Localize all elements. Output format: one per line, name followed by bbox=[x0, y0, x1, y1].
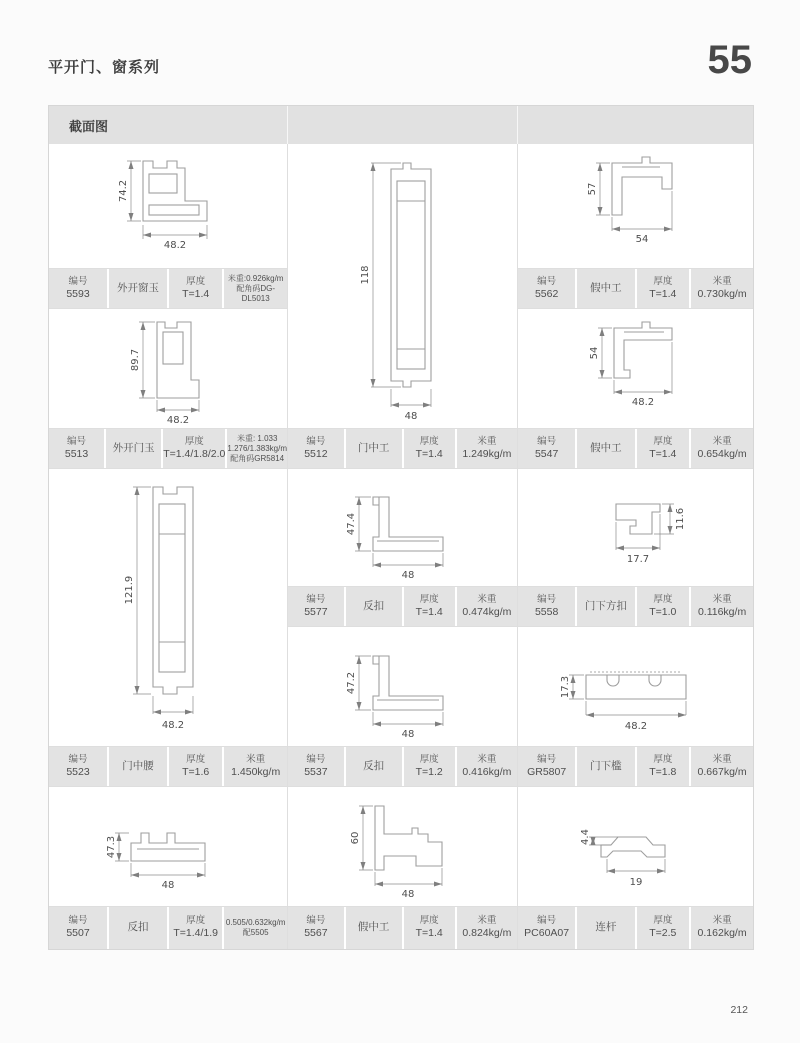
weight-cell: 米重 0.474kg/m bbox=[457, 587, 517, 626]
section-cell-5513 bbox=[49, 309, 288, 429]
thickness-cell: 厚度 T=1.4/1.8/2.0 bbox=[163, 429, 225, 468]
section-cell-GR5807 bbox=[518, 627, 753, 747]
section-table bbox=[48, 105, 754, 950]
dim-height-label: 47.3 bbox=[106, 835, 117, 858]
footer-page-number: 212 bbox=[730, 1004, 748, 1016]
table-header-cell bbox=[49, 106, 288, 144]
dim-height-label: 11.6 bbox=[674, 507, 686, 530]
section-drawing-5537 bbox=[313, 632, 493, 742]
name-cell: 门中工 bbox=[346, 429, 402, 468]
code-cell: 编号 5577 bbox=[288, 587, 344, 626]
dim-width-label: 17.7 bbox=[626, 553, 649, 565]
weight-cell: 米重 0.416kg/m bbox=[457, 747, 517, 786]
info-row-5507 bbox=[49, 907, 288, 949]
weight-cell: 米重 0.730kg/m bbox=[691, 269, 753, 308]
thickness-cell: 厚度 T=1.8 bbox=[637, 747, 690, 786]
info-row-5567 bbox=[288, 907, 518, 949]
dim-width-label: 48.2 bbox=[631, 396, 654, 408]
code-cell: 编号 5507 bbox=[49, 907, 107, 949]
thickness-cell: 厚度 T=1.6 bbox=[169, 747, 222, 786]
section-cell-5562 bbox=[518, 144, 753, 269]
dim-height-label: 47.4 bbox=[345, 512, 357, 535]
info-row-GR5807 bbox=[518, 747, 753, 787]
name-cell: 反扣 bbox=[346, 587, 402, 626]
dim-height-label: 74.2 bbox=[118, 179, 129, 203]
dim-height-label: 54 bbox=[588, 346, 600, 359]
name-cell: 门下方扣 bbox=[577, 587, 634, 626]
table-header-cell-2 bbox=[288, 106, 518, 144]
thickness-cell: 厚度 T=2.5 bbox=[637, 907, 690, 949]
section-drawing-5562 bbox=[546, 147, 726, 265]
thickness-cell: 厚度 T=1.4 bbox=[404, 429, 455, 468]
name-cell: 门中腰 bbox=[109, 747, 167, 786]
section-drawing-5507 bbox=[83, 793, 253, 901]
section-cell-PC60A07 bbox=[518, 787, 753, 907]
thickness-cell: 厚度 T=1.4 bbox=[169, 269, 222, 308]
dim-width-label: 48 bbox=[161, 879, 175, 891]
weight-cell: 米重 0.667kg/m bbox=[691, 747, 753, 786]
info-row-5537 bbox=[288, 747, 518, 787]
thickness-cell: 厚度 T=1.0 bbox=[637, 587, 690, 626]
name-cell: 假中工 bbox=[577, 269, 634, 308]
info-row-5562 bbox=[518, 269, 753, 309]
name-cell: 反扣 bbox=[109, 907, 167, 949]
name-cell: 门下槛 bbox=[577, 747, 634, 786]
section-drawing-GR5807 bbox=[541, 633, 731, 741]
code-cell: 编号 5567 bbox=[288, 907, 344, 949]
dim-height-label: 4.4 bbox=[579, 828, 591, 845]
section-drawing-5512 bbox=[303, 147, 503, 425]
thickness-cell: 厚度 T=1.4 bbox=[637, 429, 690, 468]
code-cell: 编号 5593 bbox=[49, 269, 107, 308]
name-cell: 反扣 bbox=[346, 747, 402, 786]
dim-width-label: 54 bbox=[635, 234, 648, 245]
section-drawing-5523 bbox=[73, 472, 263, 744]
code-cell: 编号 5547 bbox=[518, 429, 575, 468]
section-drawing-5558 bbox=[546, 474, 726, 582]
section-cell-5593 bbox=[49, 144, 288, 269]
code-cell: 编号 PC60A07 bbox=[518, 907, 575, 949]
dim-height-label: 60 bbox=[349, 831, 361, 844]
dim-width-label: 48 bbox=[401, 728, 414, 740]
dim-height-label: 17.3 bbox=[559, 675, 571, 698]
info-row-PC60A07 bbox=[518, 907, 753, 949]
dim-height-label: 57 bbox=[586, 182, 598, 196]
section-drawing-5547 bbox=[546, 312, 726, 426]
name-cell: 外开窗玉 bbox=[109, 269, 167, 308]
dim-height-label: 121.9 bbox=[124, 575, 135, 604]
dim-height-label: 47.2 bbox=[345, 671, 357, 694]
info-row-5512 bbox=[288, 429, 518, 469]
dim-width-label: 19 bbox=[629, 876, 642, 888]
section-cell-5507 bbox=[49, 787, 288, 907]
dim-width-label: 48.2 bbox=[166, 414, 190, 426]
thickness-cell: 厚度 T=1.4 bbox=[637, 269, 690, 308]
code-cell: 编号 5523 bbox=[49, 747, 107, 786]
section-cell-5547 bbox=[518, 309, 753, 429]
code-cell: 编号 5512 bbox=[288, 429, 344, 468]
table-header-label: 截面图 bbox=[69, 118, 109, 134]
section-cell-5512 bbox=[288, 144, 518, 429]
info-row-5577 bbox=[288, 587, 518, 627]
dim-height-label: 89.7 bbox=[130, 348, 141, 371]
thickness-cell: 厚度 T=1.4 bbox=[404, 907, 455, 949]
info-row-5513 bbox=[49, 429, 288, 469]
dim-width-label: 48.2 bbox=[163, 240, 187, 251]
code-cell: 编号 5513 bbox=[49, 429, 104, 468]
weight-cell: 0.505/0.632kg/m 配5505 bbox=[224, 907, 287, 949]
thickness-cell: 厚度 T=1.4 bbox=[404, 587, 455, 626]
table-header-cell-3 bbox=[518, 106, 753, 144]
section-cell-5577 bbox=[288, 469, 518, 587]
section-cell-5537 bbox=[288, 627, 518, 747]
page-number-large: 55 bbox=[707, 38, 752, 82]
name-cell: 假中工 bbox=[577, 429, 634, 468]
section-drawing-5577 bbox=[313, 473, 493, 583]
section-drawing-5567 bbox=[313, 792, 493, 902]
name-cell: 假中工 bbox=[346, 907, 402, 949]
code-cell: 编号 5562 bbox=[518, 269, 575, 308]
name-cell: 外开门玉 bbox=[106, 429, 161, 468]
dim-width-label: 48 bbox=[404, 411, 417, 422]
weight-cell: 米重 0.116kg/m bbox=[691, 587, 753, 626]
name-cell: 连杆 bbox=[577, 907, 634, 949]
dim-width-label: 48 bbox=[401, 888, 414, 900]
weight-cell: 米重 1.450kg/m bbox=[224, 747, 287, 786]
section-drawing-5593 bbox=[83, 147, 253, 265]
info-row-5523 bbox=[49, 747, 288, 787]
code-cell: 编号 GR5807 bbox=[518, 747, 575, 786]
thickness-cell: 厚度 T=1.2 bbox=[404, 747, 455, 786]
section-cell-5523 bbox=[49, 469, 288, 747]
info-row-5547 bbox=[518, 429, 753, 469]
weight-cell: 米重:0.926kg/m 配角码DG-DL5013 bbox=[224, 269, 287, 308]
dim-width-label: 48.2 bbox=[624, 720, 647, 732]
weight-cell: 米重: 1.033 1.276/1.383kg/m 配角码GR5814 bbox=[227, 429, 287, 468]
section-drawing-5513 bbox=[83, 312, 253, 426]
thickness-cell: 厚度 T=1.4/1.9 bbox=[169, 907, 222, 949]
page-title: 平开门、窗系列 bbox=[48, 59, 161, 76]
weight-cell: 米重 0.824kg/m bbox=[457, 907, 517, 949]
info-row-5593 bbox=[49, 269, 288, 309]
section-cell-5558 bbox=[518, 469, 753, 587]
dim-width-label: 48 bbox=[401, 569, 414, 581]
dim-height-label: 118 bbox=[359, 265, 371, 285]
section-cell-5567 bbox=[288, 787, 518, 907]
code-cell: 编号 5537 bbox=[288, 747, 344, 786]
info-row-5558 bbox=[518, 587, 753, 627]
section-drawing-PC60A07 bbox=[541, 793, 731, 901]
code-cell: 编号 5558 bbox=[518, 587, 575, 626]
weight-cell: 米重 0.654kg/m bbox=[691, 429, 753, 468]
dim-width-label: 48.2 bbox=[161, 719, 185, 731]
weight-cell: 米重 1.249kg/m bbox=[457, 429, 517, 468]
weight-cell: 米重 0.162kg/m bbox=[691, 907, 753, 949]
